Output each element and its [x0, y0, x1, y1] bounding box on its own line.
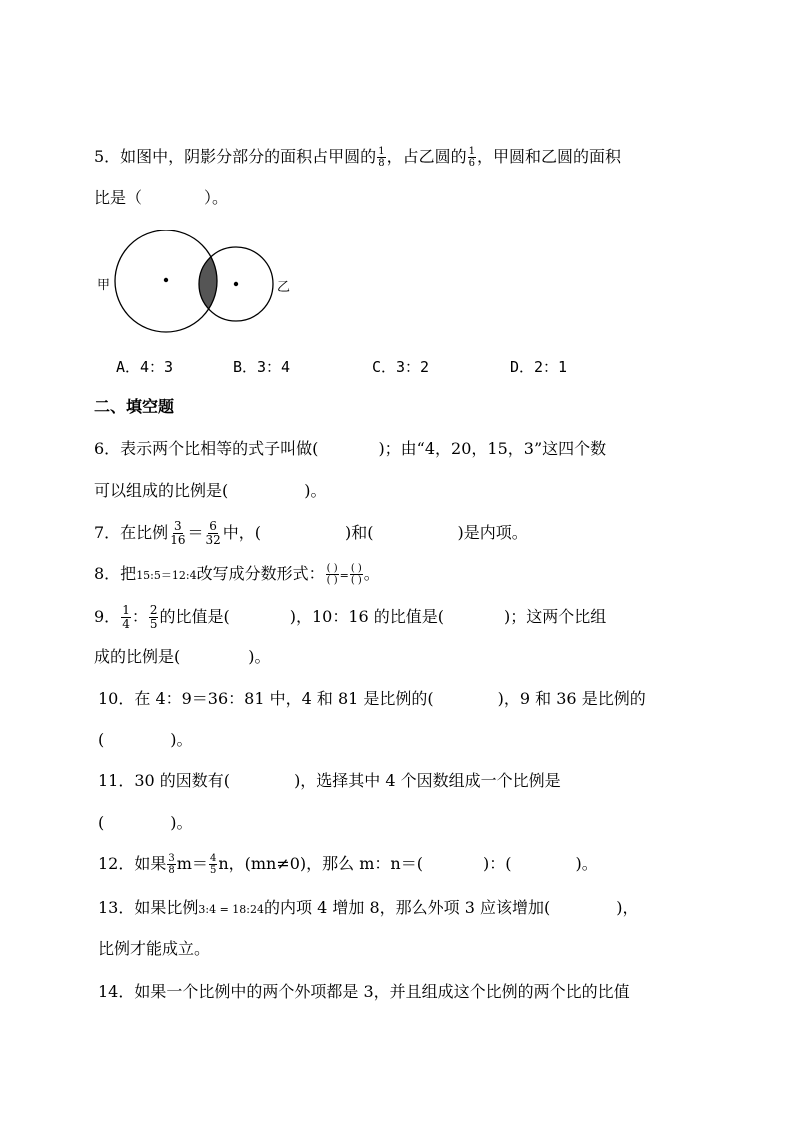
- q11-line1: 11．30 的因数有( )，选择其中 4 个因数组成一个比例是: [98, 771, 561, 790]
- q5-answer-open: 比是（: [94, 188, 143, 207]
- q6-line2: 可以组成的比例是( )。: [94, 481, 327, 500]
- q13-line2: 比例才能成立。: [98, 939, 211, 958]
- q10-line1: 10．在 4：9＝36：81 中，4 和 81 是比例的( )，9 和 36 是比例的: [98, 689, 646, 708]
- q12-fraction-1: $\frac{3}{8}$: [168, 853, 175, 876]
- q9-line2: 成的比例是( )。: [94, 647, 271, 666]
- q5-text-mid: ，占乙圆的: [386, 147, 467, 166]
- q5-fraction-2: $\frac{1}{6}$: [468, 146, 475, 169]
- option-c[interactable]: C．3：2: [372, 358, 430, 376]
- q9-line1: 9． $\frac{1}{4}$ ： $\frac{2}{5}$ 的比值是( )，10：16 的比值是( )；这两个比组: [94, 603, 607, 631]
- q9-fraction-1: $\frac{1}{4}$: [122, 603, 130, 631]
- q11-line2: ( )。: [98, 813, 193, 832]
- center-dot-yi: [234, 282, 238, 286]
- q14-line: 14．如果一个比例中的两个外项都是 3，并且组成这个比例的两个比的比值: [98, 982, 630, 1001]
- option-a[interactable]: A．4：3: [116, 358, 174, 376]
- q8-fraction-2[interactable]: $\frac{( )}{( )}$: [350, 563, 362, 586]
- label-jia: 甲: [97, 278, 111, 293]
- q7-fraction-2: $\frac{6}{32}$: [205, 519, 221, 547]
- q7-fraction-1: $\frac{3}{16}$: [170, 519, 186, 547]
- q5-text-pre: 5．如图中，阴影分部分的面积占甲圆的: [94, 147, 377, 166]
- section-title: 二、填空题: [94, 397, 175, 416]
- option-b[interactable]: B．3：4: [233, 358, 291, 376]
- center-dot-jia: [164, 278, 168, 282]
- q13-line1: 13．如果比例3:4 = 18:24的内项 4 增加 8，那么外项 3 应该增加( )，: [98, 898, 639, 917]
- q8-line: 8．把15:5＝12:4改写成分数形式： $\frac{( )}{( )}$ = $\frac{( )}{( )}$ 。: [94, 563, 380, 586]
- q5-text-post: ，甲圆和乙圆的面积: [476, 147, 621, 166]
- q5-line2: [94, 188, 228, 208]
- label-yi: 乙: [277, 280, 291, 295]
- q5-line1: [94, 146, 621, 169]
- q8-expression: 15:5＝12:4: [136, 569, 197, 582]
- q12-fraction-2: $\frac{4}{5}$: [209, 853, 217, 876]
- q5-answer-close: ）。: [204, 188, 229, 207]
- q8-fraction-1[interactable]: $\frac{( )}{( )}$: [326, 563, 338, 586]
- q10-line2: ( )。: [98, 730, 193, 749]
- option-d[interactable]: D．2：1: [510, 358, 568, 376]
- q7-line: 7．在比例 $\frac{3}{16}$ ＝ $\frac{6}{32}$ 中，( )和( )是内项。: [94, 519, 528, 547]
- q6-line1: 6．表示两个比相等的式子叫做( )；由“4，20，15，3”这四个数: [94, 439, 607, 458]
- venn-diagram: [95, 230, 295, 340]
- q5-fraction-1: $\frac{1}{8}$: [378, 146, 385, 169]
- q12-line: 12．如果 $\frac{3}{8}$ m＝ $\frac{4}{5}$ n，(mn≠0)，那么 m：n＝( )：( )。: [98, 853, 598, 876]
- q13-expression: 3:4 = 18:24: [198, 903, 264, 916]
- q9-fraction-2: $\frac{2}{5}$: [149, 603, 158, 631]
